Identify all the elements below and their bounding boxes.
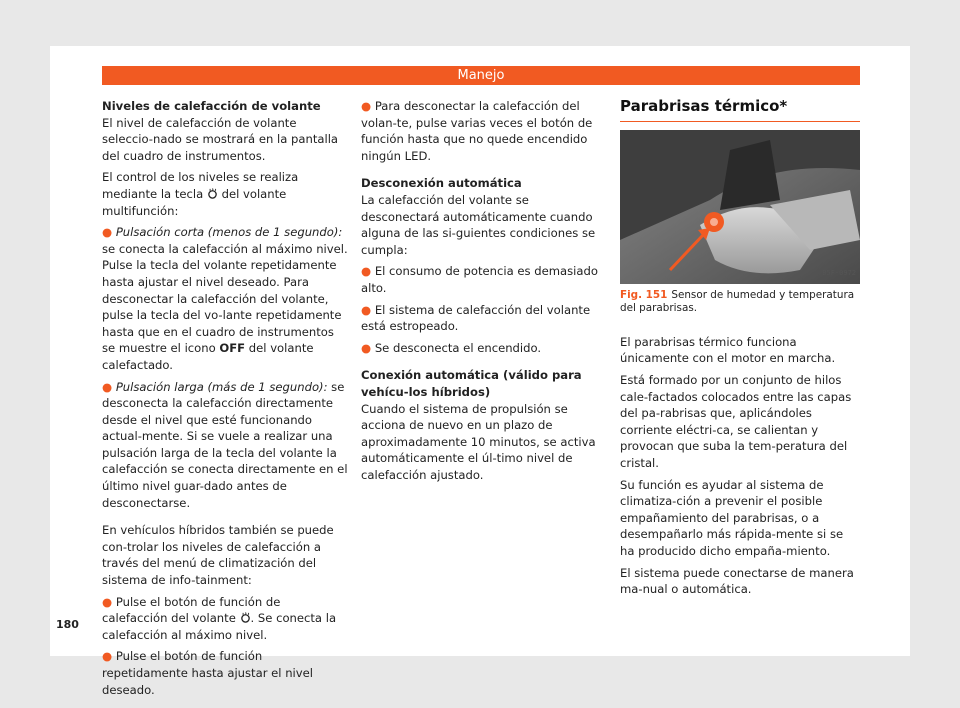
list-item: ● El consumo de potencia es demasiado alto. — [361, 264, 598, 295]
text: El control de los niveles se realiza mediante la tecla — [102, 170, 299, 201]
page-number: 180 — [56, 618, 79, 631]
paragraph: La calefacción del volante se desconectará automáticamente cuando alguna de las si-guientes condiciones se cumpla: — [361, 192, 596, 257]
section-header: Manejo — [102, 66, 860, 85]
text: El consumo de potencia es demasiado alto. — [361, 264, 598, 295]
list-item: ● El sistema de calefacción del volante está estropeado. — [361, 302, 591, 334]
list-item: ● Pulse el botón de función de calefacción del volante . Se conecta la calefacción al máximo nivel. — [102, 594, 337, 642]
column-3 — [620, 98, 860, 603]
text: Para desconectar la calefacción del volan-te, pulse varias veces el botón de función hasta que no quede encendido ningún LED. — [361, 99, 593, 163]
text: se conecta la calefacción al máximo nivel. Pulse la tecla del volante repetidamente hasta ajustar el nivel deseado. Para desconectar la calefacción del volante, pulse la tecla del vo-lante repetidamente hasta que en el cuadro de instrumentos se muestre el icono — [102, 241, 348, 356]
list-item: ● Pulsación larga (más de 1 segundo): se desconecta la calefacción directamente desde el nivel que esté funcionando actual-mente. Si se vuele a realizar una pulsación larga de la tecla del volante la calefacción se conecta directamente en el último nivel guar-dado antes de desconectarse. — [102, 379, 348, 510]
text: Pulsación larga (más de 1 segundo): — [115, 379, 328, 394]
text: Pulse el botón de función de calefacción del volante — [102, 594, 281, 626]
paragraph: El parabrisas térmico funciona únicamente con el motor en marcha. — [620, 334, 836, 366]
list-item: ● Pulse el botón de función repetidamente hasta ajustar el nivel deseado. — [102, 649, 313, 697]
paragraph — [102, 169, 348, 219]
text: Pulse el botón de función repetidamente hasta ajustar el nivel deseado. — [102, 649, 313, 697]
list-item: ● Para desconectar la calefacción del volan-te, pulse varias veces el botón de función hasta que no quede encendido ningún LED. — [361, 99, 593, 163]
text: . Se conecta la calefacción al máximo nivel. — [102, 611, 337, 642]
paragraph: El sistema puede conectarse de manera ma-nual o automática. — [620, 565, 854, 597]
windshield-sensor-illustration — [620, 130, 860, 284]
paragraph: Cuando el sistema de propulsión se acciona de nuevo en un plazo de aproximadamente 10 minutos, se activa automáticamente el úl-timo nivel de calefacción ajustado. — [361, 401, 596, 482]
paragraph: En vehículos híbridos también se puede con-trolar los niveles de calefacción a través del menú de climatización del sistema de info-tainment: — [102, 523, 334, 588]
figure-caption — [620, 289, 860, 316]
text: El sistema de calefacción del volante está estropeado. — [361, 302, 591, 334]
column-2 — [361, 98, 607, 488]
steering-wheel-heat-icon — [207, 188, 218, 199]
heading-auto-on: Conexión automática (válido para vehícu-los híbridos) — [361, 368, 582, 399]
text: Pulsación corta (menos de 1 segundo): — [115, 225, 343, 240]
section-title: Parabrisas térmico* — [620, 98, 860, 122]
heading-steering-levels: Niveles de calefacción de volante — [102, 99, 321, 113]
text: Sensor de humedad y temperatura del parabrisas. — [620, 288, 855, 315]
column-1 — [102, 98, 348, 703]
figure-windshield-sensor — [620, 130, 860, 284]
paragraph: El nivel de calefacción de volante seleccio-nado se mostrará en la pantalla del cuadro de instrumentos. — [102, 115, 339, 163]
steering-wheel-heat-icon — [240, 612, 251, 623]
text: del volante multifunción: — [102, 186, 287, 218]
text: se desconecta la calefacción directamente desde el nivel que esté funcionando actual-mente. Si se vuele a realizar una pulsación larga de la tecla del volante la calefacción se conecta directamente en el último nivel guar-dado antes de desconectarse. — [102, 379, 348, 510]
text: del volante calefactado. — [102, 341, 314, 372]
paragraph: Está formado por un conjunto de hilos cale-factados colocados entre las capas del pa-rabrisas que, aplicándoles corriente eléctri-ca, se calientan y provocan que suba la tem-peratura del cristal. — [620, 372, 852, 470]
text: Se desconecta el encendido. — [374, 340, 542, 355]
paragraph: Su función es ayudar al sistema de climatiza-ción a prevenir el posible empañamiento del parabrisas, o a desempañarlo más rápida-mente si se ha producido dicho empaña-miento. — [620, 477, 844, 558]
figure-code: B5F-0972 — [822, 269, 856, 277]
off-label: OFF — [219, 341, 246, 356]
list-item: ● Se desconecta el encendido. — [361, 340, 542, 355]
heading-auto-off: Desconexión automática — [361, 176, 522, 191]
figure-label: Fig. 151 — [620, 288, 668, 301]
list-item: ● Pulsación corta (menos de 1 segundo): se conecta la calefacción al máximo nivel. Pulse la tecla del volante repetidamente hasta ajustar el nivel deseado. Para desconectar la calefacción del volante, pulse la tecla del vo-lante repetidamente hasta que en el cuadro de instrumentos se muestre el icono OFF del volante calefactado. — [102, 225, 348, 372]
